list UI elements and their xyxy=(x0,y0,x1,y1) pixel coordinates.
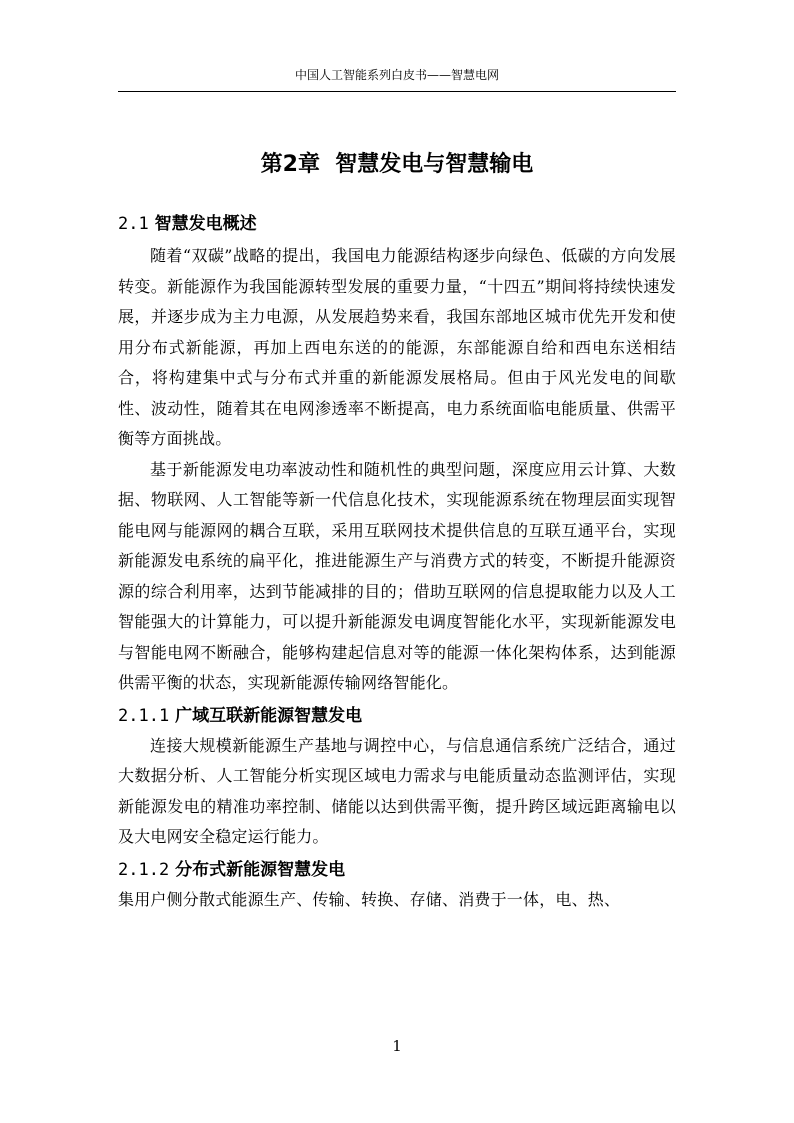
paragraph: 随着“双碳”战略的提出，我国电力能源结构逐步向绿色、低碳的方向发展转变。新能源作为我国能源转型发展的重要力量，“十四五”期间将持续快速发展，并逐步成为主力电源，从发展趋势来看，我国东部地区城市优先开发和使用分布式新能源，再加上西电东送的的能源，东部能源自给和西电东送相结合，将构建集中式与分布式并重的新能源发展格局。但由于风光发电的间歇性、波动性，随着其在电网渗透率不断提高，电力系统面临电能质量、供需平衡等方面挑战。 xyxy=(118,246,676,448)
section-title: 广域互联新能源智慧发电 xyxy=(175,705,363,726)
header-divider xyxy=(118,91,676,92)
paragraph: 集用户侧分散式能源生产、传输、转换、存储、消费于一体，电、热、 xyxy=(118,889,621,909)
document-body xyxy=(118,209,676,915)
running-header: 中国人工智能系列白皮书——智慧电网 xyxy=(294,68,499,82)
page-number: 1 xyxy=(392,1037,402,1055)
section-heading-2-1-1 xyxy=(118,701,676,731)
section-number: 2.1 xyxy=(118,214,149,234)
section-number: 2.1.2 xyxy=(118,859,170,880)
section-title: 分布式新能源智慧发电 xyxy=(175,859,346,880)
section-number: 2.1.1 xyxy=(118,705,170,726)
paragraph: 连接大规模新能源生产基地与调控中心，与信息通信系统广泛结合，通过大数据分析、人工智能分析实现区域电力需求与电能质量动态监测评估，实现新能源发电的精准功率控制、储能以达到供需平衡，提升跨区域远距离输电以及大电网安全稳定运行能力。 xyxy=(118,735,676,846)
section-heading-2-1 xyxy=(118,209,676,239)
section-title: 智慧发电概述 xyxy=(154,214,257,234)
chapter-title: 第2章 智慧发电与智慧输电 xyxy=(260,152,534,177)
section-heading-2-1-2 xyxy=(118,855,676,885)
paragraph: 基于新能源发电功率波动性和随机性的典型问题，深度应用云计算、大数据、物联网、人工智能等新一代信息化技术，实现能源系统在物理层面实现智能电网与能源网的耦合互联，采用互联网技术提供信息的互联互通平台，实现新能源发电系统的扁平化，推进能源生产与消费方式的转变，不断提升能源资源的综合利用率，达到节能减排的目的；借助互联网的信息提取能力以及人工智能强大的计算能力，可以提升新能源发电调度智能化水平，实现新能源发电与智能电网不断融合，能够构建起信息对等的能源一体化架构体系，达到能源供需平衡的状态，实现新能源传输网络智能化。 xyxy=(118,459,676,692)
